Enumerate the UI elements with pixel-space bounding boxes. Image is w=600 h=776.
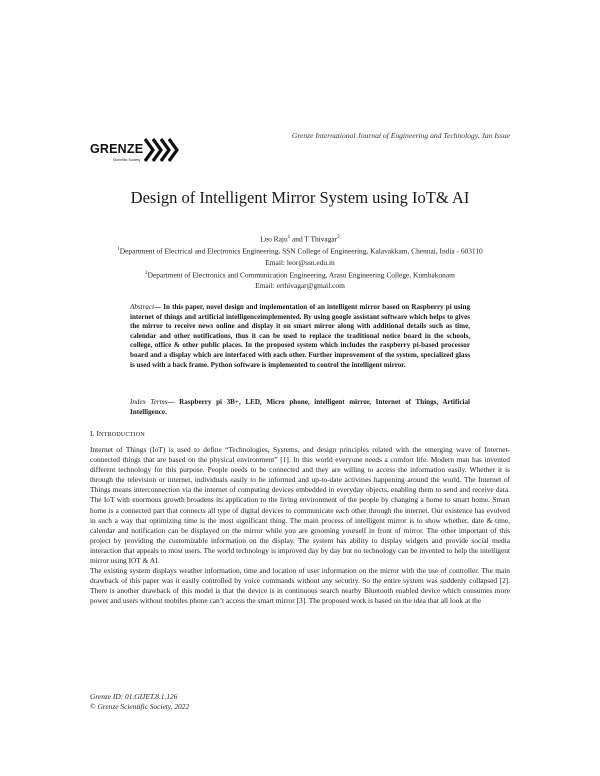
affiliation-2 <box>0 268 600 280</box>
logo-tagline: Scientific Society <box>113 158 141 162</box>
affiliation-1-text: Department of Electrical and Electronics Engineering, SSN College of Engineering, Kalavakkam, Chennai, India - 603110 <box>119 246 483 256</box>
affiliation-1-sup: 1 <box>117 247 120 253</box>
abstract-lead: Abstract <box>130 303 155 311</box>
copyright: © Grenze Scientific Society, 2022 <box>90 702 190 711</box>
logo-chevrons-icon <box>144 137 180 163</box>
body-text <box>90 445 510 607</box>
affiliation-2-text: Department of Electronics and Communication Engineering, Arasu Engineering College, Kumbakonam <box>147 270 455 280</box>
index-terms-text: — Raspberry pi 3B+, LED, Micro phone, intelligent mirror, Internet of Things, Artificial Intelligence. <box>130 398 470 416</box>
section-first-letter: I <box>96 429 100 438</box>
author-2: and T Thivagar <box>290 234 338 244</box>
author-2-sup: 2 <box>337 235 340 240</box>
journal-header: Grenze International Journal of Engineering and Technology, Jan Issue <box>291 131 510 140</box>
abstract-text: — In this paper, novel design and implementation of an intelligent mirror based on Raspberry pi using internet of things and artificial intelligenceimplemented. By using google assistant software which helps to gives the mirror to receive news online and display it on smart mirror along with additional details such as time, calendar and other notifications, thus it can be used to replace the traditional notice board in the schools, college, office & other public places. In the proposed system which includes the raspberry pi-based processor board and a display which are interfaced with each other. Further improvement of the system, specialized glass is used with a back frame. Python software is implemented to control the intelligent mirror. <box>130 303 470 369</box>
author-block <box>0 232 600 291</box>
author-1: Leo Raju <box>260 234 288 244</box>
grenze-logo <box>90 136 186 168</box>
index-terms <box>130 398 470 417</box>
affiliation-1 <box>0 244 600 256</box>
affiliation-2-sup: 2 <box>145 270 148 276</box>
author-1-sup: 1 <box>287 235 291 240</box>
chevron-1 <box>145 139 153 161</box>
email-1: Email: leor@ssn.edu.in <box>265 257 335 267</box>
section-numeral: I. <box>90 429 97 438</box>
email-2: Email: erthivagar@gmail.com <box>255 281 345 291</box>
index-terms-lead: Index Terms <box>130 398 168 406</box>
footer <box>90 692 189 712</box>
logo-word: GRENZE <box>90 142 144 156</box>
section-heading <box>90 429 145 438</box>
body-paragraph-1: Internet of Things (IoT) is used to define “Technologies, Systems, and design principles related with the emerging wave of Internet-connected things that are based on the physical environment” [1]. In this world everyone needs a comfort life. Modern man has invented different technology for this purpose. People needs to be connected and they are willing to access the information easily. Whether it is through the television or internet, individuals easily to be informed and up-to-date activities happening around the world. The Internet of Things means interconnection via the internet of computing devices embedded in everyday objects, enabling them to send and receive data. The IoT with enormous growth broadens its application to the living environment of the people by changing a home to smart home. Smart home is a connected part that connects all type of digital devices to communicate each other through the internet. Our existence has evolved in such a way that optimizing time is the most significant thing. The main process of intelligent mirror is to show whether, date & time, calendar and notification can be displayed on the mirror while you are grooming yourself in front of mirror. The other important of this project by providing the customizable information on the display. The system has ability to display widgets and provide social media interaction that appeals to most users. The world technology is improved day by day but no technology can be invented to help the intelligent mirror using IOT & AI. <box>90 445 510 566</box>
body-paragraph-2: The existing system displays weather information, time and location of user information on the mirror with the use of controller. The main drawback of this paper was it easily controlled by voice commands without any security. So the entire system was suddenly collapsed [2]. There is another drawback of this model is that the device is in continuous search nearby Bluetooth enabled device which consumes more power and users without mobiles phone can’t access the smart mirror [3]. The proposed work is based on the idea that all look at the <box>90 566 510 606</box>
section-rest: NTRODUCTION <box>99 431 145 438</box>
author-line <box>0 232 600 244</box>
abstract <box>130 303 470 370</box>
grenze-id: Grenze ID: 01.GIJET.8.1.126 <box>90 692 178 701</box>
paper-title: Design of Intelligent Mirror System using IoT& AI <box>130 188 470 207</box>
